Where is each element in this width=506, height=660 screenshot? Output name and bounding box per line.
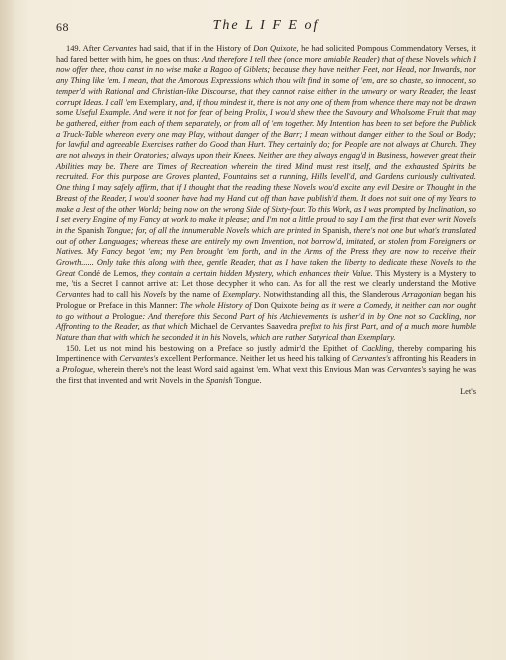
italic-text: , which are rather Satyrical than Exemplary. bbox=[245, 332, 396, 342]
roman-text: had said, that if in the History of bbox=[136, 44, 254, 53]
italic-text: which I now offer thee, thou canst in no wise make a Ragoo of Giblets; because they have neither Feet, nor Head, nor Inwards, nor any Thing like 'em. I mean, that the Amorous Expressions which thou wilt find in some of 'em, are so chaste, so innocent, so temper'd with Rational and Christian-like Discourse, that they cannot raise either in the unwary or wary Reader, the least corrupt Ideas. I call 'em bbox=[56, 54, 476, 107]
italic-text: The whole History of bbox=[180, 300, 255, 310]
roman-text: , wherein there's not the least Word said against 'em. What vext this Envious Man was bbox=[92, 365, 388, 375]
roman-text: Novels bbox=[222, 332, 246, 342]
italic-text: : And therefore this Second Part of his Atchievements is usher'd in by One not so Cackling, nor Affronting to the Reader, as that which bbox=[56, 311, 476, 332]
roman-text: , thereby comparing his Impertinence with bbox=[56, 343, 476, 364]
roman-text: Condé de Lemos bbox=[78, 268, 137, 278]
roman-text: Don Quixote bbox=[254, 300, 298, 310]
italic-text: , and, if thou mindest it, there is not any one of them from whence there may not be drawn some Useful Example. And were it not for fear of being Prolix, I wou'd shew thee the Savoury and Wholsome Fruit that may be gathered, either from each of them separately, or from all of 'em together. My Intention has been to set before the Publick a Truck-Table whereon every one may Play, without danger of the Barr; I mean without danger either to the Soul or Body; for lawful and agreeable Exercises rather do Good than Hurt. They certainly do; for People are not always at Church. They are not always in their Oratories; always upon their Knees. Neither are they always engag'd in Business, however great their Abilities may be. There are Times of Recreation wherein the tired Mind must rest itself, and the exhausted Spirits be recruited. For this purpose are Groves planted, Fountains set a running, Hills levell'd, and Gardens curiously cultivated. One thing I may safely affirm, that if I thought that the reading these Novels wou'd excite any evil Desire or Thought in the Breast of the Reader, I wou'd sooner have had my Hand cut off than have publish'd them. It does not suit one of my Years to make a Jest of the other World; being now on the wrong Side of Sixty-four. To this Work, as I was prompted by Inclination, so I set every Engine of my Fancy at work to make it please; and I'm not a little proud to say I am the first that ever writ Novels in the bbox=[56, 97, 477, 235]
paragraph bbox=[56, 44, 476, 344]
italic-text: Exemplary bbox=[222, 290, 259, 300]
roman-text: Spanish bbox=[77, 225, 104, 235]
roman-text: Tongue. bbox=[232, 375, 262, 385]
roman-text: Spanish bbox=[322, 225, 350, 235]
italic-text: prefixt to his first Part, and of a much more humble Nature than that with which he seconded it in his bbox=[56, 322, 477, 342]
italic-text: Prologue bbox=[62, 365, 93, 375]
italic-text: Spanish bbox=[206, 375, 233, 385]
italic-text: Cervantes's bbox=[119, 354, 159, 364]
roman-text: had to call his bbox=[89, 290, 144, 300]
italic-text: Arragonian bbox=[402, 290, 442, 300]
italic-text: being as it were a Comedy, it neither can nor ought to go without a bbox=[56, 300, 476, 321]
roman-text: Michael de Cervantes Saavedra bbox=[190, 322, 298, 332]
italic-text: , they contain a certain hidden Mystery, which enhances their Value. bbox=[136, 268, 373, 278]
paragraph bbox=[56, 344, 476, 387]
roman-text: Prologue bbox=[112, 311, 143, 321]
roman-text: Exemplary bbox=[138, 97, 176, 107]
page-number: 68 bbox=[56, 20, 69, 34]
italic-text: And therefore I tell thee (once more amiable Reader) that of these bbox=[201, 54, 426, 64]
catchword: Let's bbox=[460, 386, 476, 396]
roman-text: This Mystery is a Mystery to me, 'tis a Secret I cannot arrive at: Let those decypher it who can. As for all the rest we clearly understand the Motive bbox=[56, 268, 476, 289]
italic-text: Cervantes's bbox=[351, 354, 391, 364]
roman-text: 149. After bbox=[66, 44, 103, 53]
roman-text: . Notwithstanding all this, the Slanderous bbox=[258, 290, 403, 300]
italic-text: Cervantes bbox=[56, 290, 90, 300]
roman-text: Novels bbox=[425, 54, 449, 64]
body-text bbox=[56, 44, 476, 387]
roman-text: affronting his Readers in a bbox=[56, 354, 476, 375]
running-title: The L I F E of bbox=[212, 18, 320, 33]
italic-text: , there's not one but what's translated out of other Languages; whereas these are entirely my own Invention, not borrow'd, imitated, or stolen from Foreigners or Natives. My Fancy begot 'em; my Pen brought 'em forth, and in the Arms of the Press they are now to receive their Growth...... Only take this along with thee, gentle Reader, that as I have taken the liberty to dedicate these Novels to the Great bbox=[56, 225, 476, 278]
italic-text: Cervantes bbox=[102, 44, 137, 53]
italic-text: Tongue; for, of all the innumerable Novels which are printed in bbox=[103, 225, 323, 235]
italic-text: Cackling bbox=[361, 343, 392, 353]
italic-text: Don Quixote bbox=[253, 44, 297, 53]
italic-text: Novels bbox=[143, 290, 166, 300]
binding-gutter bbox=[0, 0, 14, 660]
roman-text: saying he was the first that invented and writ Novels in the bbox=[56, 365, 477, 385]
roman-text: by the name of bbox=[166, 290, 223, 300]
italic-text: Cervantes's bbox=[387, 365, 427, 375]
page-header bbox=[56, 16, 476, 40]
roman-text: began his Prologue or Preface in this Manner: bbox=[56, 290, 476, 310]
roman-text: 150. Let us not mind his bestowing on a Preface so justly admir'd the Epithet of bbox=[66, 343, 362, 353]
roman-text: , he had solicited Pompous Commendatory Verses, it had fared better with him, he goes on thus: bbox=[56, 44, 476, 64]
roman-text: excellent Performance. Neither let us heed his talking of bbox=[158, 354, 352, 364]
